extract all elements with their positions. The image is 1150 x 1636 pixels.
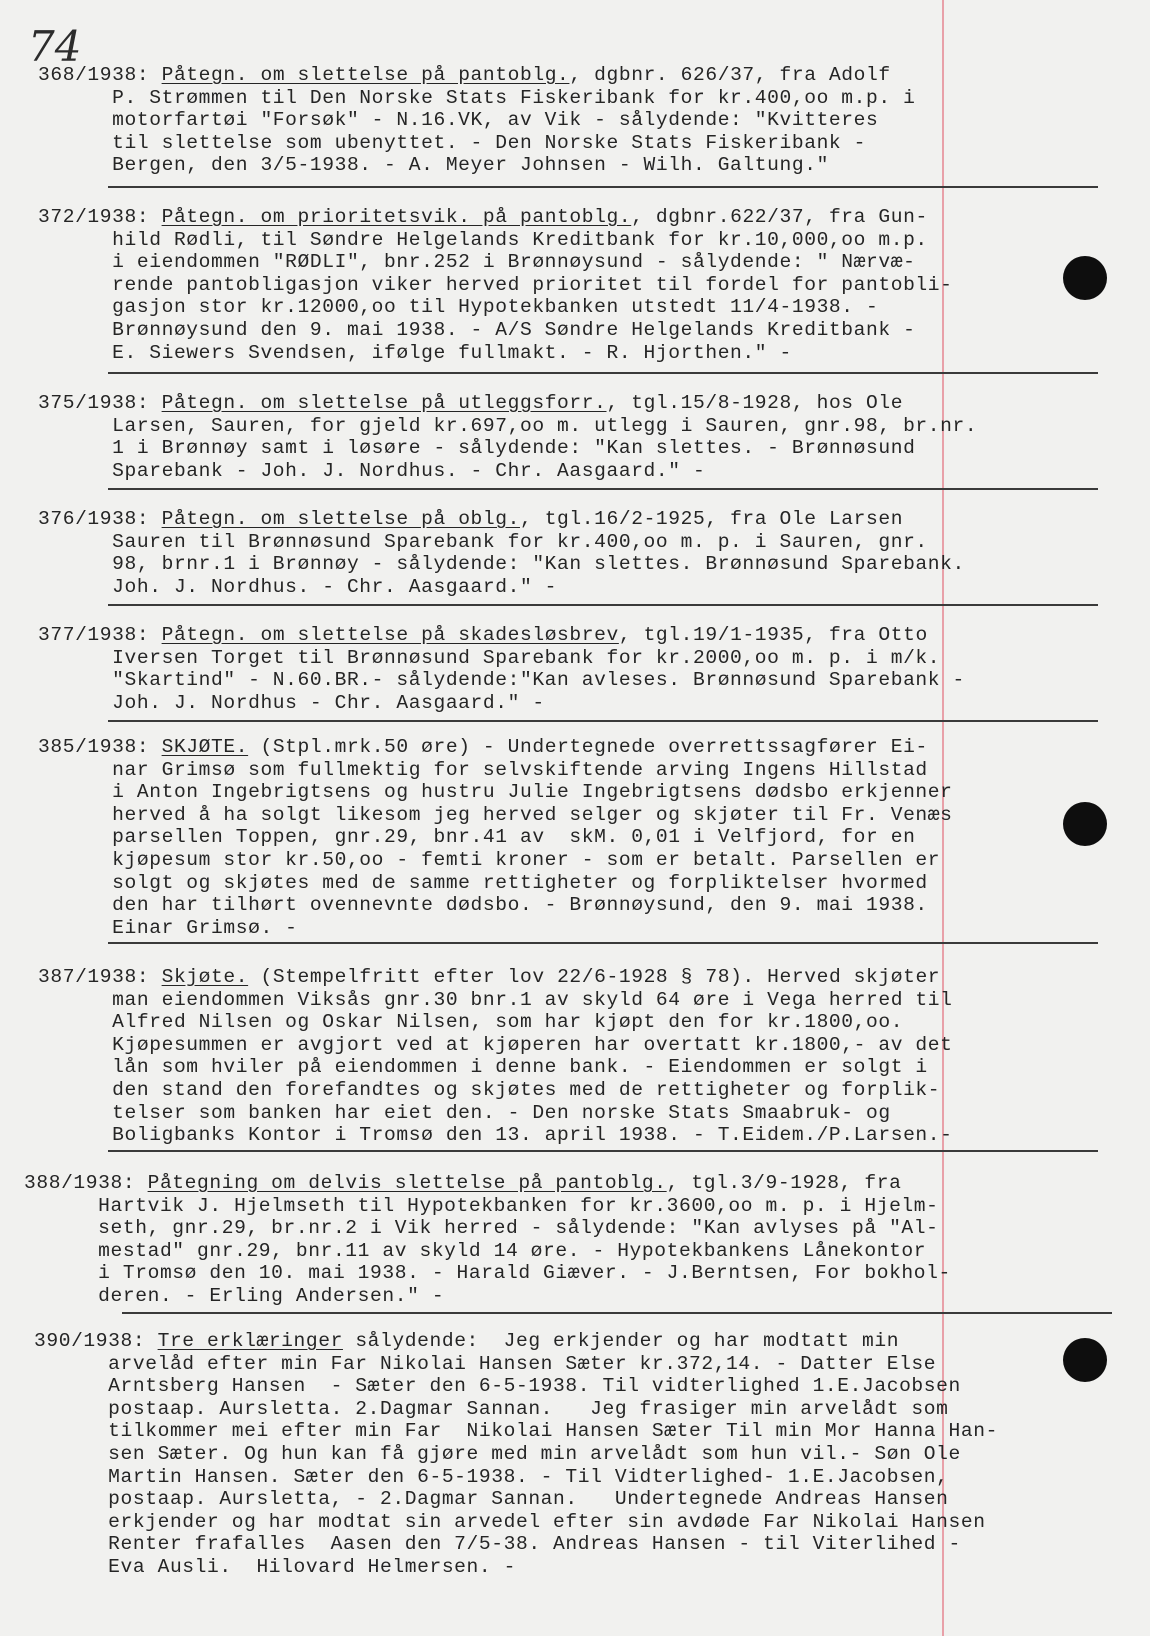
entry-text: nar Grimsø som fullmektig for selvskiftende arving Ingens Hillstad	[38, 758, 928, 781]
entry-text: i Anton Ingebrigtsens og hustru Julie Ingebrigtsens dødsbo erkjenner	[38, 781, 953, 804]
entry-line	[38, 849, 953, 872]
entry-line	[38, 647, 965, 670]
entry-line	[38, 531, 965, 554]
entry-heading: SKJØTE.	[161, 736, 249, 758]
entry-line	[38, 392, 977, 415]
entry-separator	[108, 1150, 1098, 1152]
entry-text: i eiendommen "RØDLI", bnr.252 i Brønnøysund - sålydende: " Nærvæ-	[38, 251, 916, 274]
entry-line	[24, 1262, 951, 1285]
entry-text: , tgl.3/9-1928, fra	[666, 1172, 902, 1194]
entry-text: Kjøpesummen er avgjort ved at kjøperen har overtatt kr.1800,- av det	[38, 1033, 953, 1056]
entry-line	[34, 1443, 998, 1466]
entry-text: man eiendommen Viksås gnr.30 bnr.1 av skyld 64 øre i Vega herred til	[38, 988, 953, 1011]
entry-text: mestad" gnr.29, bnr.11 av skyld 14 øre. - Hypotekbankens Lånekontor	[24, 1239, 927, 1262]
entry-text: telser som banken har eiet den. - Den norske Stats Smaabruk- og	[38, 1101, 891, 1124]
entry-line	[38, 1124, 953, 1147]
entry-text: 387/1938:	[38, 966, 162, 988]
entry-line	[24, 1240, 951, 1263]
entry-text: herved å ha solgt likesom jeg herved selger og skjøter til Fr. Venæs	[38, 803, 953, 826]
entry-text: til slettelse som ubenyttet. - Den Norske Stats Fiskeribank -	[38, 131, 866, 154]
entry-line	[38, 759, 953, 782]
entry-text: kjøpesum stor kr.50,oo - femti kroner - som er betalt. Parsellen er	[38, 848, 941, 871]
entry-line	[24, 1195, 951, 1218]
register-entry	[38, 736, 953, 939]
register-entry	[38, 966, 953, 1147]
entry-line	[38, 917, 953, 940]
entry-heading: Påtegning om delvis slettelse på pantoblg.	[147, 1172, 667, 1194]
entry-line	[38, 87, 915, 110]
entry-line	[38, 1102, 953, 1125]
entry-text: (Stpl.mrk.50 øre) - Undertegnede overrettssagfører Ei-	[248, 736, 928, 758]
entry-line	[24, 1172, 951, 1195]
entry-line	[38, 296, 953, 319]
entry-text: solgt og skjøtes med de samme rettigheter og forpliktelser hvormed	[38, 871, 928, 894]
entry-line	[38, 274, 953, 297]
entry-text: Sauren til Brønnøsund Sparebank for kr.400,oo m. p. i Sauren, gnr.	[38, 530, 928, 553]
entry-line	[38, 872, 953, 895]
entry-text: 375/1938:	[38, 392, 162, 414]
entry-heading: Påtegn. om slettelse på oblg.	[161, 508, 520, 530]
entry-text: "Skartind" - N.60.BR.- sålydende:"Kan avleses. Brønnøsund Sparebank -	[38, 669, 965, 692]
entry-line	[34, 1511, 998, 1534]
entry-text: den stand den forefandtes og skjøtes med de rettigheter og forplik-	[38, 1078, 941, 1101]
entry-text: parsellen Toppen, gnr.29, bnr.41 av skM. 0,01 i Velfjord, for en	[38, 826, 916, 849]
entry-text: Joh. J. Nordhus - Chr. Aasgaard." -	[38, 691, 545, 714]
entry-text: lån som hviler på eiendommen i denne bank. - Eiendommen er solgt i	[38, 1056, 928, 1079]
entry-text: Joh. J. Nordhus. - Chr. Aasgaard." -	[38, 575, 558, 598]
entry-line	[34, 1556, 998, 1579]
entry-line	[38, 804, 953, 827]
entry-separator	[108, 942, 1098, 944]
entry-heading: Påtegn. om slettelse på skadesløsbrev	[161, 624, 619, 646]
entry-separator	[122, 1312, 1112, 1314]
entry-heading: Påtegn. om prioritetsvik. på pantoblg.	[161, 206, 632, 228]
entry-line	[34, 1398, 998, 1421]
entry-line	[38, 1056, 953, 1079]
entry-line	[34, 1353, 998, 1376]
entry-line	[38, 736, 953, 759]
entry-text: Sparebank - Joh. J. Nordhus. - Chr. Aasgaard." -	[38, 459, 706, 482]
entry-line	[38, 508, 965, 531]
register-entry	[38, 64, 915, 177]
entry-text: , tgl.19/1-1935, fra Otto	[618, 624, 928, 646]
entry-separator	[108, 720, 1098, 722]
entry-text: den har tilhørt ovennevnte dødsbo. - Brønnøysund, den 9. mai 1938.	[38, 894, 928, 917]
register-entry	[38, 206, 953, 364]
punch-hole-middle	[1063, 802, 1107, 846]
entry-text: gasjon stor kr.12000,oo til Hypotekbanken utstedt 11/4-1938. -	[38, 296, 879, 319]
entry-text: Renter frafalles Aasen den 7/5-38. Andreas Hansen - til Viterlihed -	[34, 1533, 961, 1556]
entry-text: postaap. Aursletta, - 2.Dagmar Sannan. Undertegnede Andreas Hansen	[34, 1488, 949, 1511]
entry-text: , tgl.16/2-1925, fra Ole Larsen	[519, 508, 904, 530]
entry-heading: Påtegn. om slettelse på utleggsforr.	[161, 392, 607, 414]
entry-text: 390/1938:	[34, 1330, 158, 1352]
entry-text: tilkommer mei efter min Far Nikolai Hansen Sæter Til min Mor Hanna Han-	[34, 1420, 998, 1443]
entry-line	[38, 1034, 953, 1057]
register-entry	[34, 1330, 998, 1579]
entry-line	[38, 437, 977, 460]
entry-text: deren. - Erling Andersen." -	[24, 1284, 445, 1307]
entry-line	[38, 154, 915, 177]
register-entry	[24, 1172, 951, 1308]
punch-hole-top	[1063, 256, 1107, 300]
entry-separator	[108, 604, 1098, 606]
entry-text: , tgl.15/8-1928, hos Ole	[606, 392, 904, 414]
entry-line	[38, 460, 977, 483]
entry-text: Einar Grimsø. -	[38, 916, 298, 939]
entry-text: , dgbnr. 626/37, fra Adolf	[569, 64, 891, 86]
entry-text: seth, gnr.29, br.nr.2 i Vik herred - sålydende: "Kan avlyses på "Al-	[24, 1217, 939, 1240]
entry-line	[38, 553, 965, 576]
entry-separator	[108, 372, 1098, 374]
entry-line	[38, 692, 965, 715]
entry-line	[38, 826, 953, 849]
entry-text: Martin Hansen. Sæter den 6-5-1938. - Til Vidterlighed- 1.E.Jacobsen,	[34, 1465, 949, 1488]
entry-line	[34, 1466, 998, 1489]
register-entry	[38, 392, 977, 482]
entry-text: arvelåd efter min Far Nikolai Hansen Sæter kr.372,14. - Datter Else	[34, 1352, 937, 1375]
entry-line	[38, 624, 965, 647]
punch-hole-bottom	[1063, 1338, 1107, 1382]
entry-line	[38, 251, 953, 274]
entry-text: P. Strømmen til Den Norske Stats Fiskeribank for kr.400,oo m.p. i	[38, 86, 916, 109]
entry-separator	[108, 488, 1098, 490]
entry-line	[34, 1330, 998, 1353]
entry-line	[38, 966, 953, 989]
entry-text: Eva Ausli. Hilovard Helmersen. -	[34, 1555, 516, 1578]
entry-text: 98, brnr.1 i Brønnøy - sålydende: "Kan slettes. Brønnøsund Sparebank.	[38, 553, 965, 576]
entry-line	[38, 109, 915, 132]
entry-line	[38, 1011, 953, 1034]
entry-line	[38, 132, 915, 155]
entry-line	[34, 1420, 998, 1443]
entry-text: 368/1938:	[38, 64, 162, 86]
entry-text: Iversen Torget til Brønnøsund Sparebank for kr.2000,oo m. p. i m/k.	[38, 646, 941, 669]
entry-text: sålydende: Jeg erkjender og har modtatt min	[342, 1330, 900, 1352]
entry-line	[24, 1285, 951, 1308]
entry-text: 372/1938:	[38, 206, 162, 228]
entry-text: 388/1938:	[24, 1172, 148, 1194]
entry-text: Boligbanks Kontor i Tromsø den 13. april 1938. - T.Eidem./P.Larsen.-	[38, 1124, 953, 1147]
entry-text: , dgbnr.622/37, fra Gun-	[631, 206, 928, 228]
entry-line	[34, 1533, 998, 1556]
entry-text: 377/1938:	[38, 624, 162, 646]
register-entry	[38, 624, 965, 714]
entry-heading: Påtegn. om slettelse på pantoblg.	[161, 64, 570, 86]
entry-line	[38, 669, 965, 692]
entry-line	[34, 1375, 998, 1398]
entry-line	[38, 1079, 953, 1102]
entry-text: 376/1938:	[38, 508, 162, 530]
entry-text: 385/1938:	[38, 736, 162, 758]
entry-line	[38, 229, 953, 252]
entry-line	[38, 415, 977, 438]
entry-text: Larsen, Sauren, for gjeld kr.697,oo m. utlegg i Sauren, gnr.98, br.nr.	[38, 414, 978, 437]
entry-heading: Tre erklæringer	[157, 1330, 343, 1352]
entry-line	[24, 1217, 951, 1240]
entry-text: Alfred Nilsen og Oskar Nilsen, som har kjøpt den for kr.1800,oo.	[38, 1011, 904, 1034]
register-entry	[38, 508, 965, 598]
entry-text: rende pantobligasjon viker herved prioritet til fordel for pantobli-	[38, 273, 953, 296]
entry-text: postaap. Aursletta. 2.Dagmar Sannan. Jeg frasiger min arvelådt som	[34, 1397, 949, 1420]
entry-heading: Skjøte.	[161, 966, 249, 988]
entry-text: motorfartøi "Forsøk" - N.16.VK, av Vik - sålydende: "Kvitteres	[38, 109, 879, 132]
entry-text: i Tromsø den 10. mai 1938. - Harald Giæver. - J.Berntsen, For bokhol-	[24, 1262, 951, 1285]
entry-text: hild Rødli, til Søndre Helgelands Kreditbank for kr.10,000,oo m.p.	[38, 228, 928, 251]
page-number: 74	[28, 22, 82, 71]
entry-text: Brønnøysund den 9. mai 1938. - A/S Søndre Helgelands Kreditbank -	[38, 318, 916, 341]
entry-separator	[108, 186, 1098, 188]
entry-line	[38, 989, 953, 1012]
entry-text: erkjender og har modtat sin arvedel efter sin avdøde Far Nikolai Hansen	[34, 1510, 986, 1533]
entry-line	[38, 781, 953, 804]
entry-text: sen Sæter. Og hun kan få gjøre med min arvelådt som hun vil.- Søn Ole	[34, 1442, 961, 1465]
entry-line	[38, 894, 953, 917]
entry-line	[38, 64, 915, 87]
entry-text: Bergen, den 3/5-1938. - A. Meyer Johnsen - Wilh. Galtung."	[38, 154, 829, 177]
entry-text: Hartvik J. Hjelmseth til Hypotekbanken for kr.3600,oo m. p. i Hjelm-	[24, 1194, 939, 1217]
entry-line	[38, 342, 953, 365]
entry-text: (Stempelfritt efter lov 22/6-1928 § 78). Herved skjøter	[248, 966, 941, 988]
entry-line	[38, 319, 953, 342]
entry-text: Arntsberg Hansen - Sæter den 6-5-1938. Til vidterlighed 1.E.Jacobsen	[34, 1375, 961, 1398]
entry-line	[38, 576, 965, 599]
entry-text: E. Siewers Svendsen, ifølge fullmakt. - R. Hjorthen." -	[38, 341, 792, 364]
entry-line	[38, 206, 953, 229]
entry-text: 1 i Brønnøy samt i løsøre - sålydende: "Kan slettes. - Brønnøsund	[38, 437, 916, 460]
entry-line	[34, 1488, 998, 1511]
